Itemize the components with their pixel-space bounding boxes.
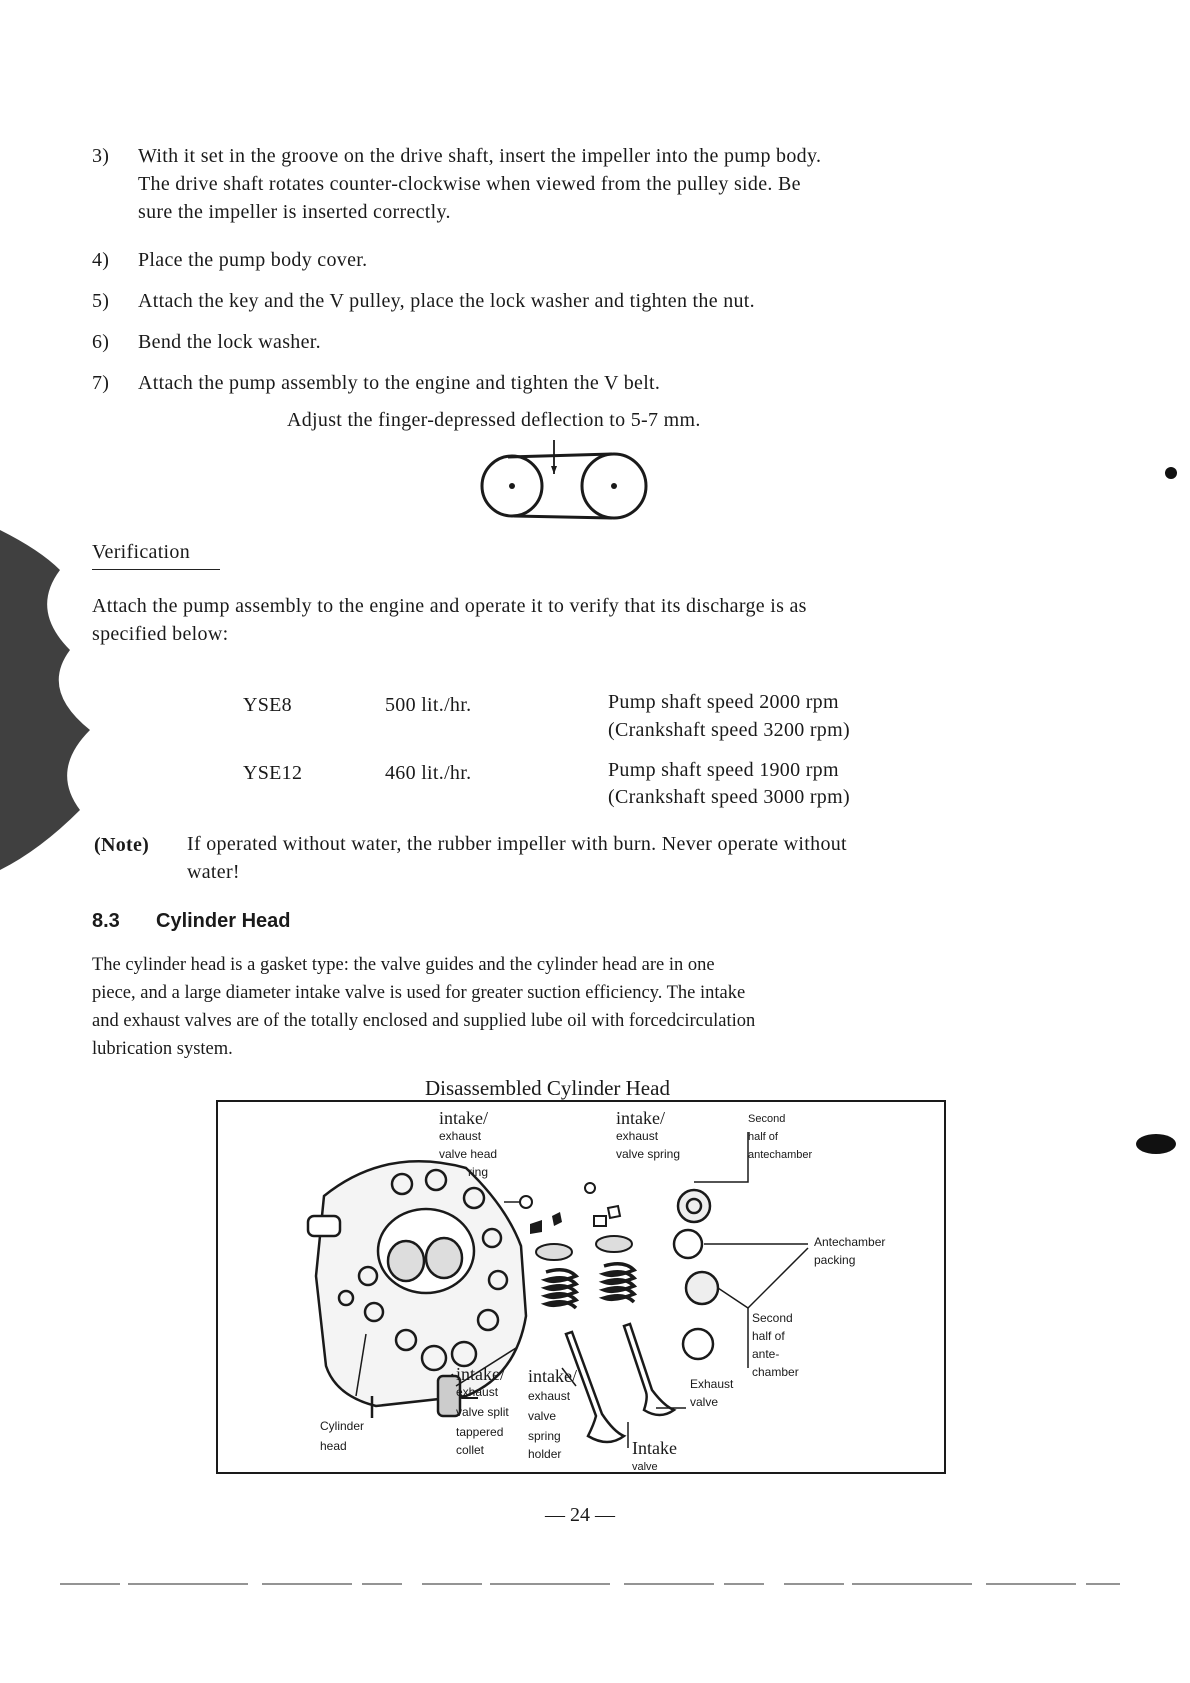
cylinder-head-figure [216,1076,946,1474]
step-text-line: With it set in the groove on the drive shaft, insert the impeller into the pump body. [138,145,822,167]
step-text-line: Place the pump body cover. [138,249,368,271]
label-text: Antechamber [814,1235,886,1249]
section-paragraph [92,951,1012,1063]
step-text-line: The drive shaft rotates counter-clockwise when viewed from the pulley side. Be [138,173,801,195]
step-text-line: Attach the key and the V pulley, place the lock washer and tighten the nut. [138,290,755,312]
spec-model: YSE8 [243,694,292,716]
section-number: 8.3 [92,910,120,932]
label-text: Second [748,1113,786,1125]
spec-crank-speed: (Crankshaft speed 3200 rpm) [608,719,850,741]
label-text: half of [752,1329,785,1343]
label-text: Exhaust [690,1377,734,1391]
step-number: 7) [92,372,110,394]
deflection-note: Adjust the finger-depressed deflection to 5-7 mm. [287,409,701,431]
v-belt-diagram [478,440,658,520]
belt-top [508,454,612,457]
label-text: intake/ [456,1364,505,1384]
label-text: valve spring [616,1147,681,1161]
footer-rule [60,1581,1120,1587]
label-split-collet [456,1364,509,1457]
antechamber-parts [674,1190,718,1359]
label-text: intake/ [439,1108,488,1128]
note-label: (Note) [94,834,150,856]
section-heading [92,910,291,933]
label-text: intake/ [616,1108,665,1128]
label-text: valve [528,1409,557,1423]
label-text: half of [748,1131,778,1143]
scan-blot-right [1132,1130,1180,1158]
label-text: spring [528,1429,561,1443]
page-number: — 24 — [545,1504,615,1526]
verification-heading-text: Verification [92,541,191,563]
valve-springs [546,1264,634,1308]
label-second-half-top [748,1113,813,1161]
step-text-line: Bend the lock washer. [138,331,321,353]
label-text: ring [468,1165,489,1179]
paragraph-line: lubrication system. [92,1039,233,1059]
scan-smudge [0,530,150,880]
label-text: Second [752,1311,793,1325]
label-text: valve head [439,1147,498,1161]
label-text: holder [528,1447,562,1461]
label-text: chamber [752,1365,799,1379]
note-line: If operated without water, the rubber impeller with burn. Never operate without [187,833,847,855]
label-text: intake/ [528,1366,577,1386]
label-second-half-right [752,1311,799,1379]
label-intake-valve [632,1438,677,1473]
belt-bottom [514,516,612,518]
intro-line: specified below: [92,623,229,645]
figure-title: Disassembled Cylinder Head [425,1076,670,1100]
label-text: tappered [456,1425,504,1439]
label-text: valve [690,1395,719,1409]
paragraph-line: and exhaust valves are of the totally enclosed and supplied lube oil with forcedcirculation [92,1011,756,1031]
label-antechamber-packing [814,1235,885,1267]
label-text: Intake [632,1438,677,1458]
spec-pump-speed: Pump shaft speed 2000 rpm [608,691,839,713]
label-exhaust-valve [690,1377,734,1409]
spec-pump-speed: Pump shaft speed 1900 rpm [608,759,839,781]
paragraph-line: The cylinder head is a gasket type: the valve guides and the cylinder head are in one [92,955,715,975]
section-title: Cylinder Head [156,910,291,932]
label-valve-spring [616,1108,680,1161]
intro-line: Attach the pump assembly to the engine and operate it to verify that its discharge is as [92,595,807,617]
label-spring-holder [528,1366,577,1461]
label-text: packing [814,1253,856,1267]
label-text: antechamber [748,1149,813,1161]
step-number: 5) [92,290,110,312]
label-cylinder-head [320,1419,364,1453]
label-text: valve split [456,1405,509,1419]
step-number: 3) [92,145,110,167]
label-text: exhaust [616,1129,659,1143]
paragraph-line: piece, and a large diameter intake valve is used for greater suction efficiency. The intake [92,983,746,1003]
label-text: valve [632,1461,658,1473]
spec-model: YSE12 [243,762,303,784]
valves [566,1324,674,1442]
label-text: exhaust [528,1389,571,1403]
label-text: Cylinder [320,1419,365,1433]
spec-flow: 500 lit./hr. [385,694,472,716]
label-text: collet [456,1443,485,1457]
spec-flow: 460 lit./hr. [385,762,472,784]
step-number: 4) [92,249,110,271]
scan-dot-right [1164,466,1178,480]
step-text-line: sure the impeller is inserted correctly. [138,201,451,223]
note-line: water! [187,861,240,883]
label-text: head [320,1439,347,1453]
label-text: exhaust [439,1129,482,1143]
note-text [187,830,847,886]
step-number: 6) [92,331,110,353]
label-text: exhaust [456,1385,499,1399]
step-text-line: Attach the pump assembly to the engine and tighten the V belt. [138,372,661,394]
label-text: ante- [752,1347,780,1361]
spec-crank-speed: (Crankshaft speed 3000 rpm) [608,786,850,808]
verification-intro [92,592,807,648]
